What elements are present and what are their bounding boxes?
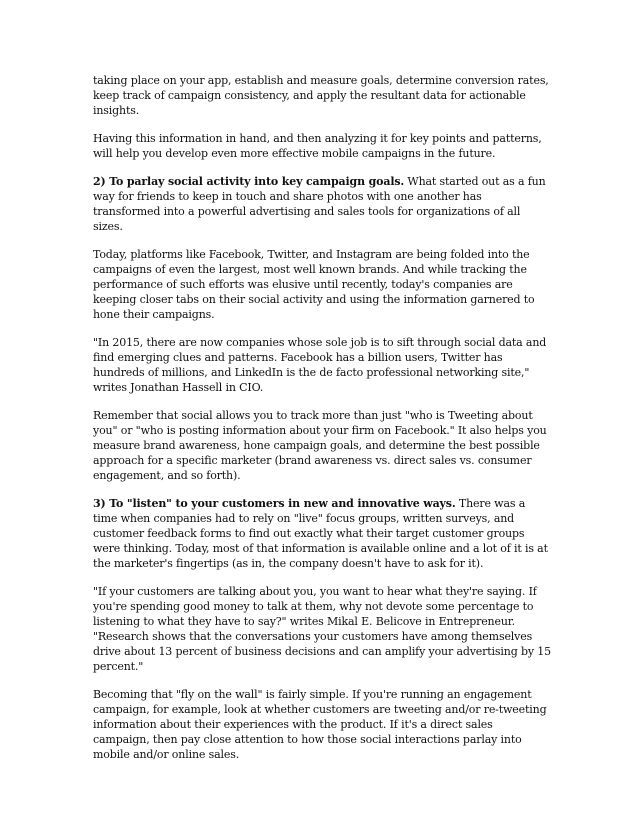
paragraph-quote-hassell: [93, 335, 551, 395]
paragraph-text: taking place on your app, establish and measure goals, determine conversion rates, keep track of campaign consistency, and apply the resultant data for actionable insights.: [93, 74, 549, 117]
paragraph-text: "In 2015, there are now companies whose sole job is to sift through social data and find emerging clues and patterns. Facebook has a billion users, Twitter has hundreds of millions, and LinkedIn is the de facto professional networking site," writes Jonathan Hassell in CIO.: [93, 336, 547, 394]
paragraph-section-2: [93, 174, 551, 234]
paragraph-text: Today, platforms like Facebook, Twitter, and Instagram are being folded into the campaigns of even the largest, most well known brands. And while tracking the performance of such efforts was elusive until recently, today's companies are keeping closer tabs on their social activity and using the information garnered to hone their campaigns.: [93, 248, 535, 321]
paragraph-text: Becoming that "fly on the wall" is fairly simple. If you're running an engagement campaign, for example, look at whether customers are tweeting and/or re-tweeting information about their experiences with the product. If it's a direct sales campaign, then pay close attention to how those social interactions parlay into mobile and/or online sales.: [93, 688, 547, 761]
paragraph-text: What started out as a fun way for friends to keep in touch and share photos with one another has transformed into a powerful advertising and sales tools for organizations of all sizes.: [93, 175, 546, 233]
paragraph-quote-belicove: [93, 584, 551, 674]
paragraph-text: Remember that social allows you to track more than just "who is Tweeting about you" or "who is posting information about your firm on Facebook." It also helps you measure brand awareness, hone campaign goals, and determine the best possible approach for a specific marketer (brand awareness vs. direct sales vs. consumer engagement, and so forth).: [93, 409, 547, 482]
paragraph-text: Having this information in hand, and then analyzing it for key points and patterns, will help you develop even more effective mobile campaigns in the future.: [93, 132, 542, 160]
section-heading: 2) To parlay social activity into key campaign goals.: [93, 175, 405, 188]
paragraph-section-3: [93, 496, 551, 571]
paragraph-intro-continuation: [93, 73, 551, 118]
paragraph-analysis: [93, 131, 551, 161]
paragraph-text: There was a time when companies had to rely on "live" focus groups, written surveys, and customer feedback forms to find out exactly what their target customer groups were thinking. Today, most of that information is available online and a lot of it is at the marketer's fingertips (as in, the company doesn't have to ask for it).: [93, 497, 548, 570]
paragraph-text: "If your customers are talking about you, you want to hear what they're saying. If you're spending good money to talk at them, why not devote some percentage to listening to what they have to say?" writes Mikal E. Belicove in Entrepreneur. "Research shows that the conversations your customers have among themselves drive about 13 percent of business decisions and can amplify your advertising by 15 percent.": [93, 585, 551, 673]
section-heading: 3) To "listen" to your customers in new and innovative ways.: [93, 497, 456, 510]
document-page: [93, 73, 551, 775]
paragraph-fly-on-wall: [93, 687, 551, 762]
paragraph-platforms: [93, 247, 551, 322]
paragraph-social-tracking: [93, 408, 551, 483]
